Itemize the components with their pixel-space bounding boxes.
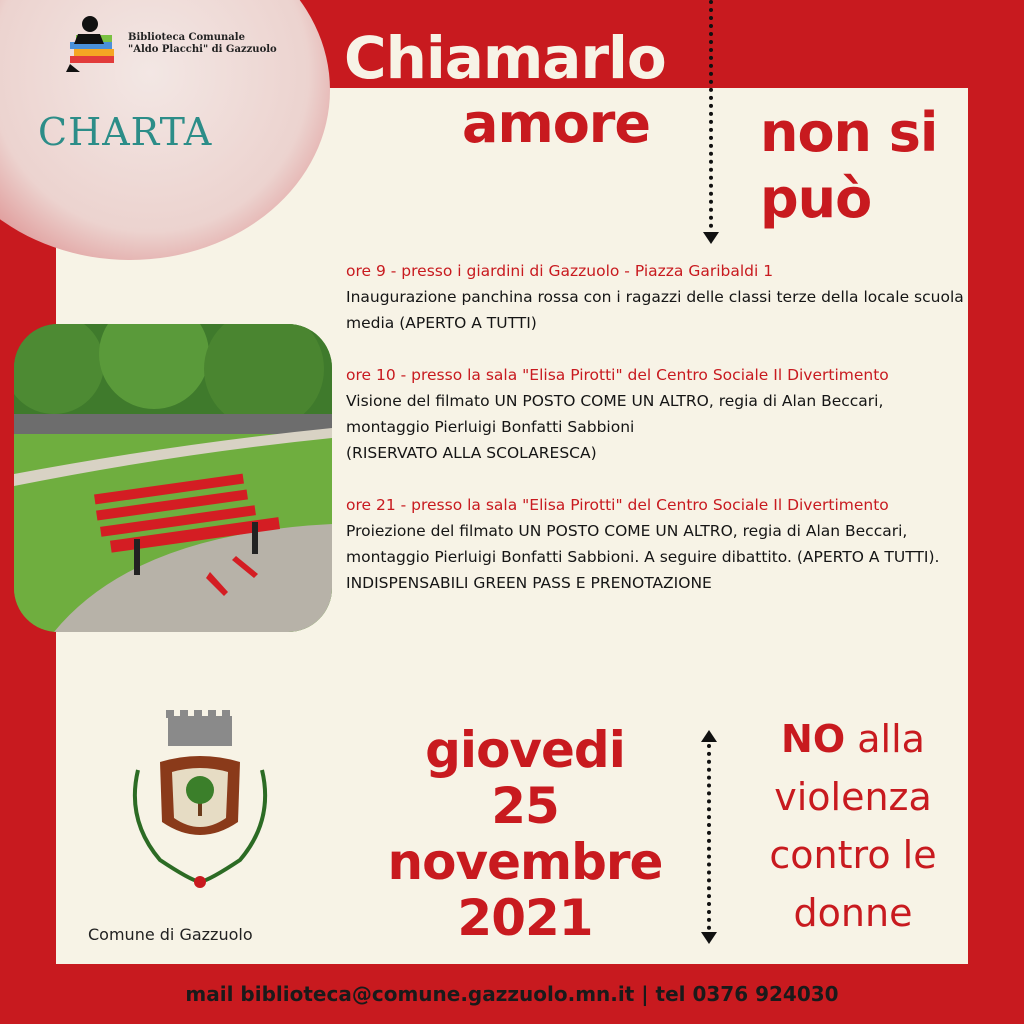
arrow-down-icon xyxy=(703,232,719,244)
event-item xyxy=(346,492,966,596)
slogan-rest2: violenza xyxy=(774,775,932,819)
red-bench-photo xyxy=(14,324,332,632)
arrow-up-icon xyxy=(701,730,717,742)
headline-line1: Chiamarlo xyxy=(344,24,666,92)
books-reader-icon xyxy=(64,14,122,74)
arrow-down-icon xyxy=(701,932,717,944)
event-body: Proiezione del filmato UN POSTO COME UN ALTRO, regia di Alan Beccari, montaggio Pierluigi Bonfatti Sabbioni. A seguire dibattito. (APERTO A TUTTI). xyxy=(346,522,940,566)
event-item xyxy=(346,258,966,336)
event-heading: ore 10 - presso la sala "Elisa Pirotti" del Centro Sociale Il Divertimento xyxy=(346,366,889,384)
event-date xyxy=(360,722,690,946)
municipality-label: Comune di Gazzuolo xyxy=(88,925,253,944)
dotted-line-top xyxy=(709,0,713,228)
slogan-rest3: contro le xyxy=(769,833,937,877)
library-logo xyxy=(64,14,277,74)
event-item xyxy=(346,362,966,466)
event-note: INDISPENSABILI GREEN PASS E PRENOTAZIONE xyxy=(346,574,712,592)
event-body: Visione del filmato UN POSTO COME UN ALTRO, regia di Alan Beccari, montaggio Pierluigi Bonfatti Sabbioni xyxy=(346,392,884,436)
date-month: novembre xyxy=(387,833,663,891)
event-list xyxy=(346,258,966,596)
slogan-rest4: donne xyxy=(793,891,913,935)
bench-illustration xyxy=(14,324,332,632)
library-name-line2: "Aldo Placchi" di Gazzuolo xyxy=(128,44,277,55)
charta-logo-text: CHARTA xyxy=(38,110,213,154)
coat-of-arms-icon xyxy=(120,710,280,900)
headline-line3 xyxy=(760,100,937,232)
event-heading: ore 21 - presso la sala "Elisa Pirotti" del Centro Sociale Il Divertimento xyxy=(346,496,889,514)
event-body: Inaugurazione panchina rossa con i ragazzi delle classi terze della locale scuola media (APERTO A TUTTI) xyxy=(346,288,964,332)
dotted-line-bottom xyxy=(707,744,711,930)
event-note: (RISERVATO ALLA SCOLARESCA) xyxy=(346,444,597,462)
headline-line3b: può xyxy=(760,167,872,230)
slogan-rest1: alla xyxy=(857,717,925,761)
headline-line3a: non si xyxy=(760,101,938,164)
date-weekday: giovedi xyxy=(425,721,625,779)
library-name-line1: Biblioteca Comunale xyxy=(128,32,245,43)
date-year: 2021 xyxy=(457,889,593,947)
charta-logo xyxy=(38,110,212,154)
footer-contact: mail biblioteca@comune.gazzuolo.mn.it | tel 0376 924030 xyxy=(185,982,839,1006)
slogan xyxy=(748,710,958,942)
event-heading: ore 9 - presso i giardini di Gazzuolo - Piazza Garibaldi 1 xyxy=(346,262,774,280)
slogan-no: NO xyxy=(781,717,846,761)
date-day: 25 xyxy=(491,777,559,835)
headline-line2: amore xyxy=(462,92,651,155)
